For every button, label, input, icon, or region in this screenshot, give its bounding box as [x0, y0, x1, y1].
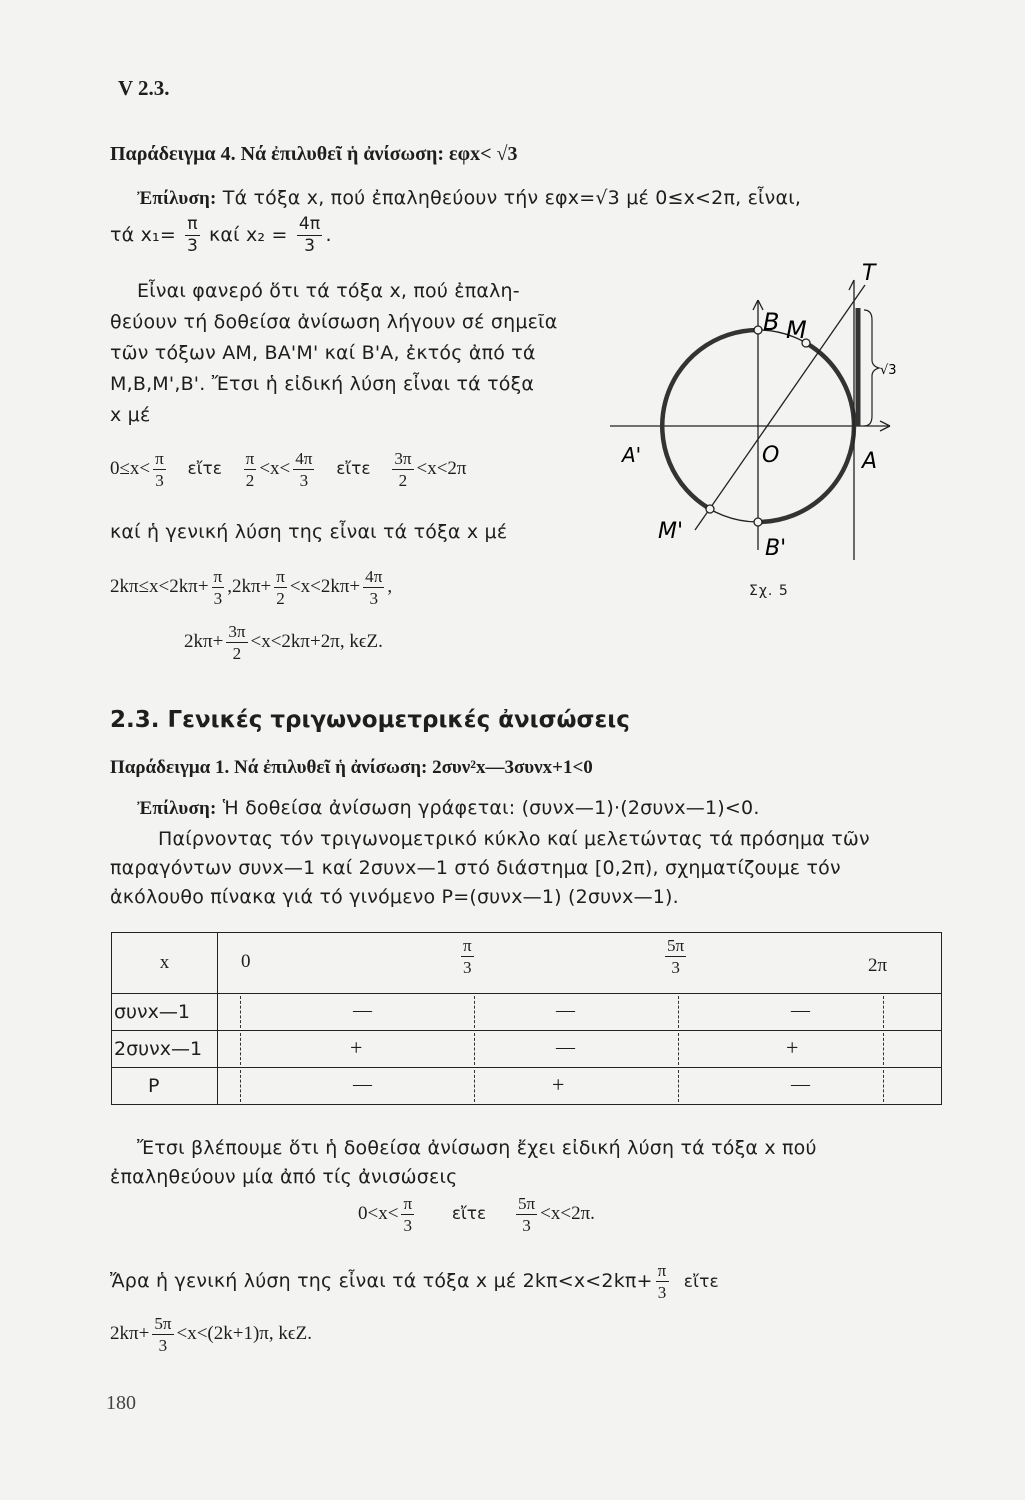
fraction-numerator: π [185, 216, 200, 236]
fraction-numerator: 3π [226, 623, 247, 643]
either-word: εἴτε [451, 1203, 487, 1224]
header-5pi-over-3 [665, 937, 686, 976]
sign: — [556, 1000, 575, 1021]
inequality-part: <x<2π [416, 457, 467, 479]
sign: — [556, 1037, 575, 1058]
sign: — [353, 1074, 372, 1095]
tangent-arrow [849, 280, 854, 290]
y-axis-arrow [753, 300, 758, 310]
fraction [212, 568, 225, 607]
row-signs [218, 1031, 942, 1068]
divider-zero [240, 996, 241, 1028]
fraction-denominator: 3 [463, 958, 472, 978]
row-label [112, 1031, 218, 1068]
fraction-numerator: 3π [392, 450, 413, 470]
fraction [185, 216, 200, 255]
example4-paragraph [110, 276, 610, 431]
special-solution-2 [358, 1195, 595, 1234]
example4-title: Παράδειγμα 4. [110, 143, 236, 165]
paragraph-line: τῶν τόξων AM, BA'M' καί B'A, ἐκτός ἀπό τά [110, 342, 536, 364]
inequality-part: <x<2kπ+ [289, 575, 361, 597]
fraction-numerator: 5π [665, 937, 686, 957]
fraction-denominator: 2 [398, 471, 408, 491]
fraction [516, 1195, 537, 1234]
example4-heading [110, 143, 517, 166]
paragraph-line: θεύουν τή δοθείσα ἀνίσωση λήγουν σέ σημεῖα [110, 311, 558, 333]
row-label [112, 994, 218, 1031]
divider-pi3 [474, 1033, 475, 1065]
paragraph-line: ἀκόλουθο πίνακα γιά τό γινόμενο P=(συνx—1) (2συνx—1). [110, 886, 679, 908]
x1-label: τά x₁= [110, 224, 176, 247]
point-M-prime [706, 505, 714, 513]
fraction-numerator: 4π [293, 450, 314, 470]
divider-pi3 [474, 996, 475, 1028]
divider-zero [240, 1033, 241, 1065]
fraction-denominator: 3 [671, 958, 680, 978]
either-word: εἴτε [187, 458, 222, 479]
figure-caption: Σχ. 5 [749, 583, 789, 599]
fraction-denominator: 3 [213, 589, 223, 609]
table-cell-text: συνx—1 [114, 1001, 190, 1023]
fraction-denominator: 3 [304, 236, 316, 257]
label-M: M [786, 316, 807, 344]
table-row [112, 1068, 942, 1105]
either-word: εἴτε [683, 1272, 719, 1293]
paragraph-line: παραγόντων συνx—1 καί 2συνx—1 στό διάστημα [0,2π), σχηματίζουμε τόν [110, 857, 841, 879]
conclusion-paragraph [110, 1134, 950, 1192]
label-A: A [862, 449, 878, 474]
inequality-part: <x< [259, 457, 291, 479]
fraction-numerator: π [401, 1195, 414, 1215]
fraction-numerator: π [461, 937, 474, 957]
x-axis-arrow [880, 426, 890, 431]
inequality-part: <x<(2k+1)π, kϵZ. [176, 1322, 312, 1344]
paragraph-line: Εἶναι φανερό ὅτι τά τόξα x, πού ἐπαλη- [137, 280, 520, 302]
fraction-denominator: 3 [657, 1283, 667, 1303]
sign: — [791, 1074, 810, 1095]
fraction-denominator: 3 [158, 1336, 168, 1356]
header-pi-over-3 [461, 937, 474, 976]
inequality-part: , [387, 575, 393, 597]
label-M-prime: M' [658, 519, 684, 544]
paragraph-line: M,B,M',B'. Ἔτσι ἡ εἰδική λύση εἶναι τά τόξα [110, 373, 535, 395]
row-signs [218, 1068, 942, 1105]
section-marker: V 2.3. [118, 76, 170, 100]
row-signs [218, 994, 942, 1031]
inequality-part: 2kπ+ [184, 630, 224, 652]
example1-solution-line1 [137, 797, 760, 820]
sign: — [353, 1000, 372, 1021]
fraction-denominator: 2 [245, 471, 255, 491]
page-number: 180 [106, 1392, 136, 1414]
line-through-origin [695, 285, 865, 530]
fraction [244, 450, 257, 489]
fraction [293, 450, 314, 489]
fraction [392, 450, 413, 489]
label-B-prime: B' [765, 536, 787, 561]
table-cell-text: x [159, 952, 170, 973]
sign-table [111, 932, 942, 1105]
label-O: O [762, 443, 780, 468]
arc-BA [758, 426, 854, 522]
x2-label: καί x₂ = [208, 224, 288, 247]
label-B: B [763, 308, 780, 336]
point-B-prime [754, 518, 762, 526]
fraction-denominator: 3 [299, 471, 309, 491]
table-row [112, 1031, 942, 1068]
label-T: T [862, 261, 876, 286]
header-x [112, 933, 218, 994]
fraction [153, 450, 166, 489]
paragraph-line: ἐπαληθεύουν μία ἀπό τίς ἀνισώσεις [110, 1166, 458, 1188]
fraction-denominator: 2 [276, 589, 285, 609]
final-general-line2 [110, 1315, 312, 1354]
brace [864, 310, 879, 426]
fraction-denominator: 3 [403, 1216, 413, 1236]
solution-label: Ἐπίλυση: [137, 188, 217, 209]
fraction-denominator: 3 [522, 1216, 531, 1236]
label-sqrt3: √3 [880, 363, 897, 378]
inequality-part: 2kπ≤x<2kπ+ [110, 575, 209, 597]
header-zero: 0 [241, 951, 251, 972]
fraction [363, 568, 384, 607]
fraction-numerator: π [656, 1262, 669, 1282]
fraction [152, 1315, 173, 1354]
fraction-denominator: 2 [232, 644, 242, 664]
section-heading: 2.3. Γενικές τριγωνομετρικές ἀνισώσεις [110, 707, 630, 733]
solution-text: Τά τόξα x, πού ἐπαληθεύουν τήν εφx=√3 μέ 0≤x<2π, εἶναι, [222, 187, 802, 209]
final-general-line1 [110, 1262, 719, 1301]
inequality-part: 0<x< [358, 1202, 399, 1224]
fraction-numerator: π [212, 568, 225, 588]
fraction-numerator: 4π [297, 216, 323, 236]
arc-BAM [662, 330, 758, 509]
example4-solution-line1 [137, 187, 801, 210]
fraction [297, 216, 323, 255]
row-label [112, 1068, 218, 1105]
inequality-part: ,2kπ+ [227, 575, 272, 597]
inequality-part: <x<2kπ+2π, kϵZ. [250, 630, 383, 652]
point-B [754, 326, 762, 334]
fraction-denominator: 3 [186, 236, 199, 257]
fraction-numerator: 4π [363, 568, 384, 588]
x-axis-arrow [880, 421, 890, 426]
paragraph-line: x μέ [110, 404, 151, 426]
solution-label: Ἐπίλυση: [137, 798, 217, 819]
fraction [656, 1262, 669, 1301]
general-solution-2 [184, 623, 383, 662]
special-solution [110, 450, 467, 489]
label-A-prime: A' [622, 443, 642, 467]
arc-AM [806, 343, 854, 426]
divider-pi3 [474, 1070, 475, 1102]
example1-heading [110, 757, 593, 779]
sign: + [350, 1035, 363, 1060]
paragraph-line: Παίρνοντας τόν τριγωνομετρικό κύκλο καί μελετώντας τά πρόσημα τῶν [158, 828, 870, 850]
fraction-denominator: 3 [155, 471, 164, 491]
fraction-numerator: 5π [152, 1315, 173, 1335]
unit-circle-figure [600, 250, 930, 620]
fraction [401, 1195, 414, 1234]
divider-5pi3 [678, 1070, 679, 1102]
fraction-numerator: π [153, 450, 166, 470]
fraction-numerator: π [244, 450, 257, 470]
example4-statement: Νά ἐπιλυθεῖ ἡ ἀνίσωση: εφx< √3 [240, 143, 518, 165]
either-word: εἴτε [336, 458, 371, 479]
example1-statement: Νά ἐπιλυθεῖ ἡ ἀνίσωση: 2συν²x—3συνx+1<0 [234, 757, 593, 778]
table-header-row [112, 933, 942, 994]
divider-zero [240, 1070, 241, 1102]
inequality-part: Ἄρα ἡ γενική λύση της εἶναι τά τόξα x μέ 2kπ<x<2kπ+ [110, 1270, 653, 1293]
solution-text: Ἡ δοθείσα ἀνίσωση γράφεται: (συνx—1)·(2συνx—1)<0. [222, 797, 760, 819]
inequality-part: 2kπ+ [110, 1322, 150, 1344]
fraction [226, 623, 247, 662]
fraction [274, 568, 287, 607]
example1-paragraph [110, 825, 950, 912]
fraction-numerator: 5π [516, 1195, 537, 1215]
inequality-part: <x<2π. [540, 1202, 595, 1224]
table-cell-text: 2συνx—1 [114, 1038, 203, 1060]
general-solution-1 [110, 568, 392, 607]
example4-solution-line2: τά x₁= $\frac{\pi}{3}$ καί x₂ = $\frac{4\pi}{3}$ . [110, 214, 332, 257]
divider-2pi [883, 1033, 884, 1065]
sign: + [786, 1035, 799, 1060]
fraction-numerator: π [274, 568, 287, 588]
fraction-denominator: 3 [369, 589, 378, 609]
header-2pi: 2π [868, 955, 888, 976]
divider-5pi3 [678, 996, 679, 1028]
sign: + [552, 1072, 565, 1097]
sign: — [791, 1000, 810, 1021]
table-cell-text: P [148, 1075, 160, 1097]
divider-2pi [883, 996, 884, 1028]
paragraph-line: Ἔτσι βλέπουμε ὅτι ἡ δοθείσα ἀνίσωση ἔχει εἰδική λύση τά τόξα x πού [137, 1137, 817, 1159]
divider-2pi [883, 1070, 884, 1102]
table-row [112, 994, 942, 1031]
header-values [218, 933, 942, 994]
general-intro: καί ἡ γενική λύση της εἶναι τά τόξα x μέ [110, 521, 508, 543]
inequality-part: 0≤x< [110, 457, 151, 479]
divider-5pi3 [678, 1033, 679, 1065]
example1-title: Παράδειγμα 1. [110, 757, 230, 778]
